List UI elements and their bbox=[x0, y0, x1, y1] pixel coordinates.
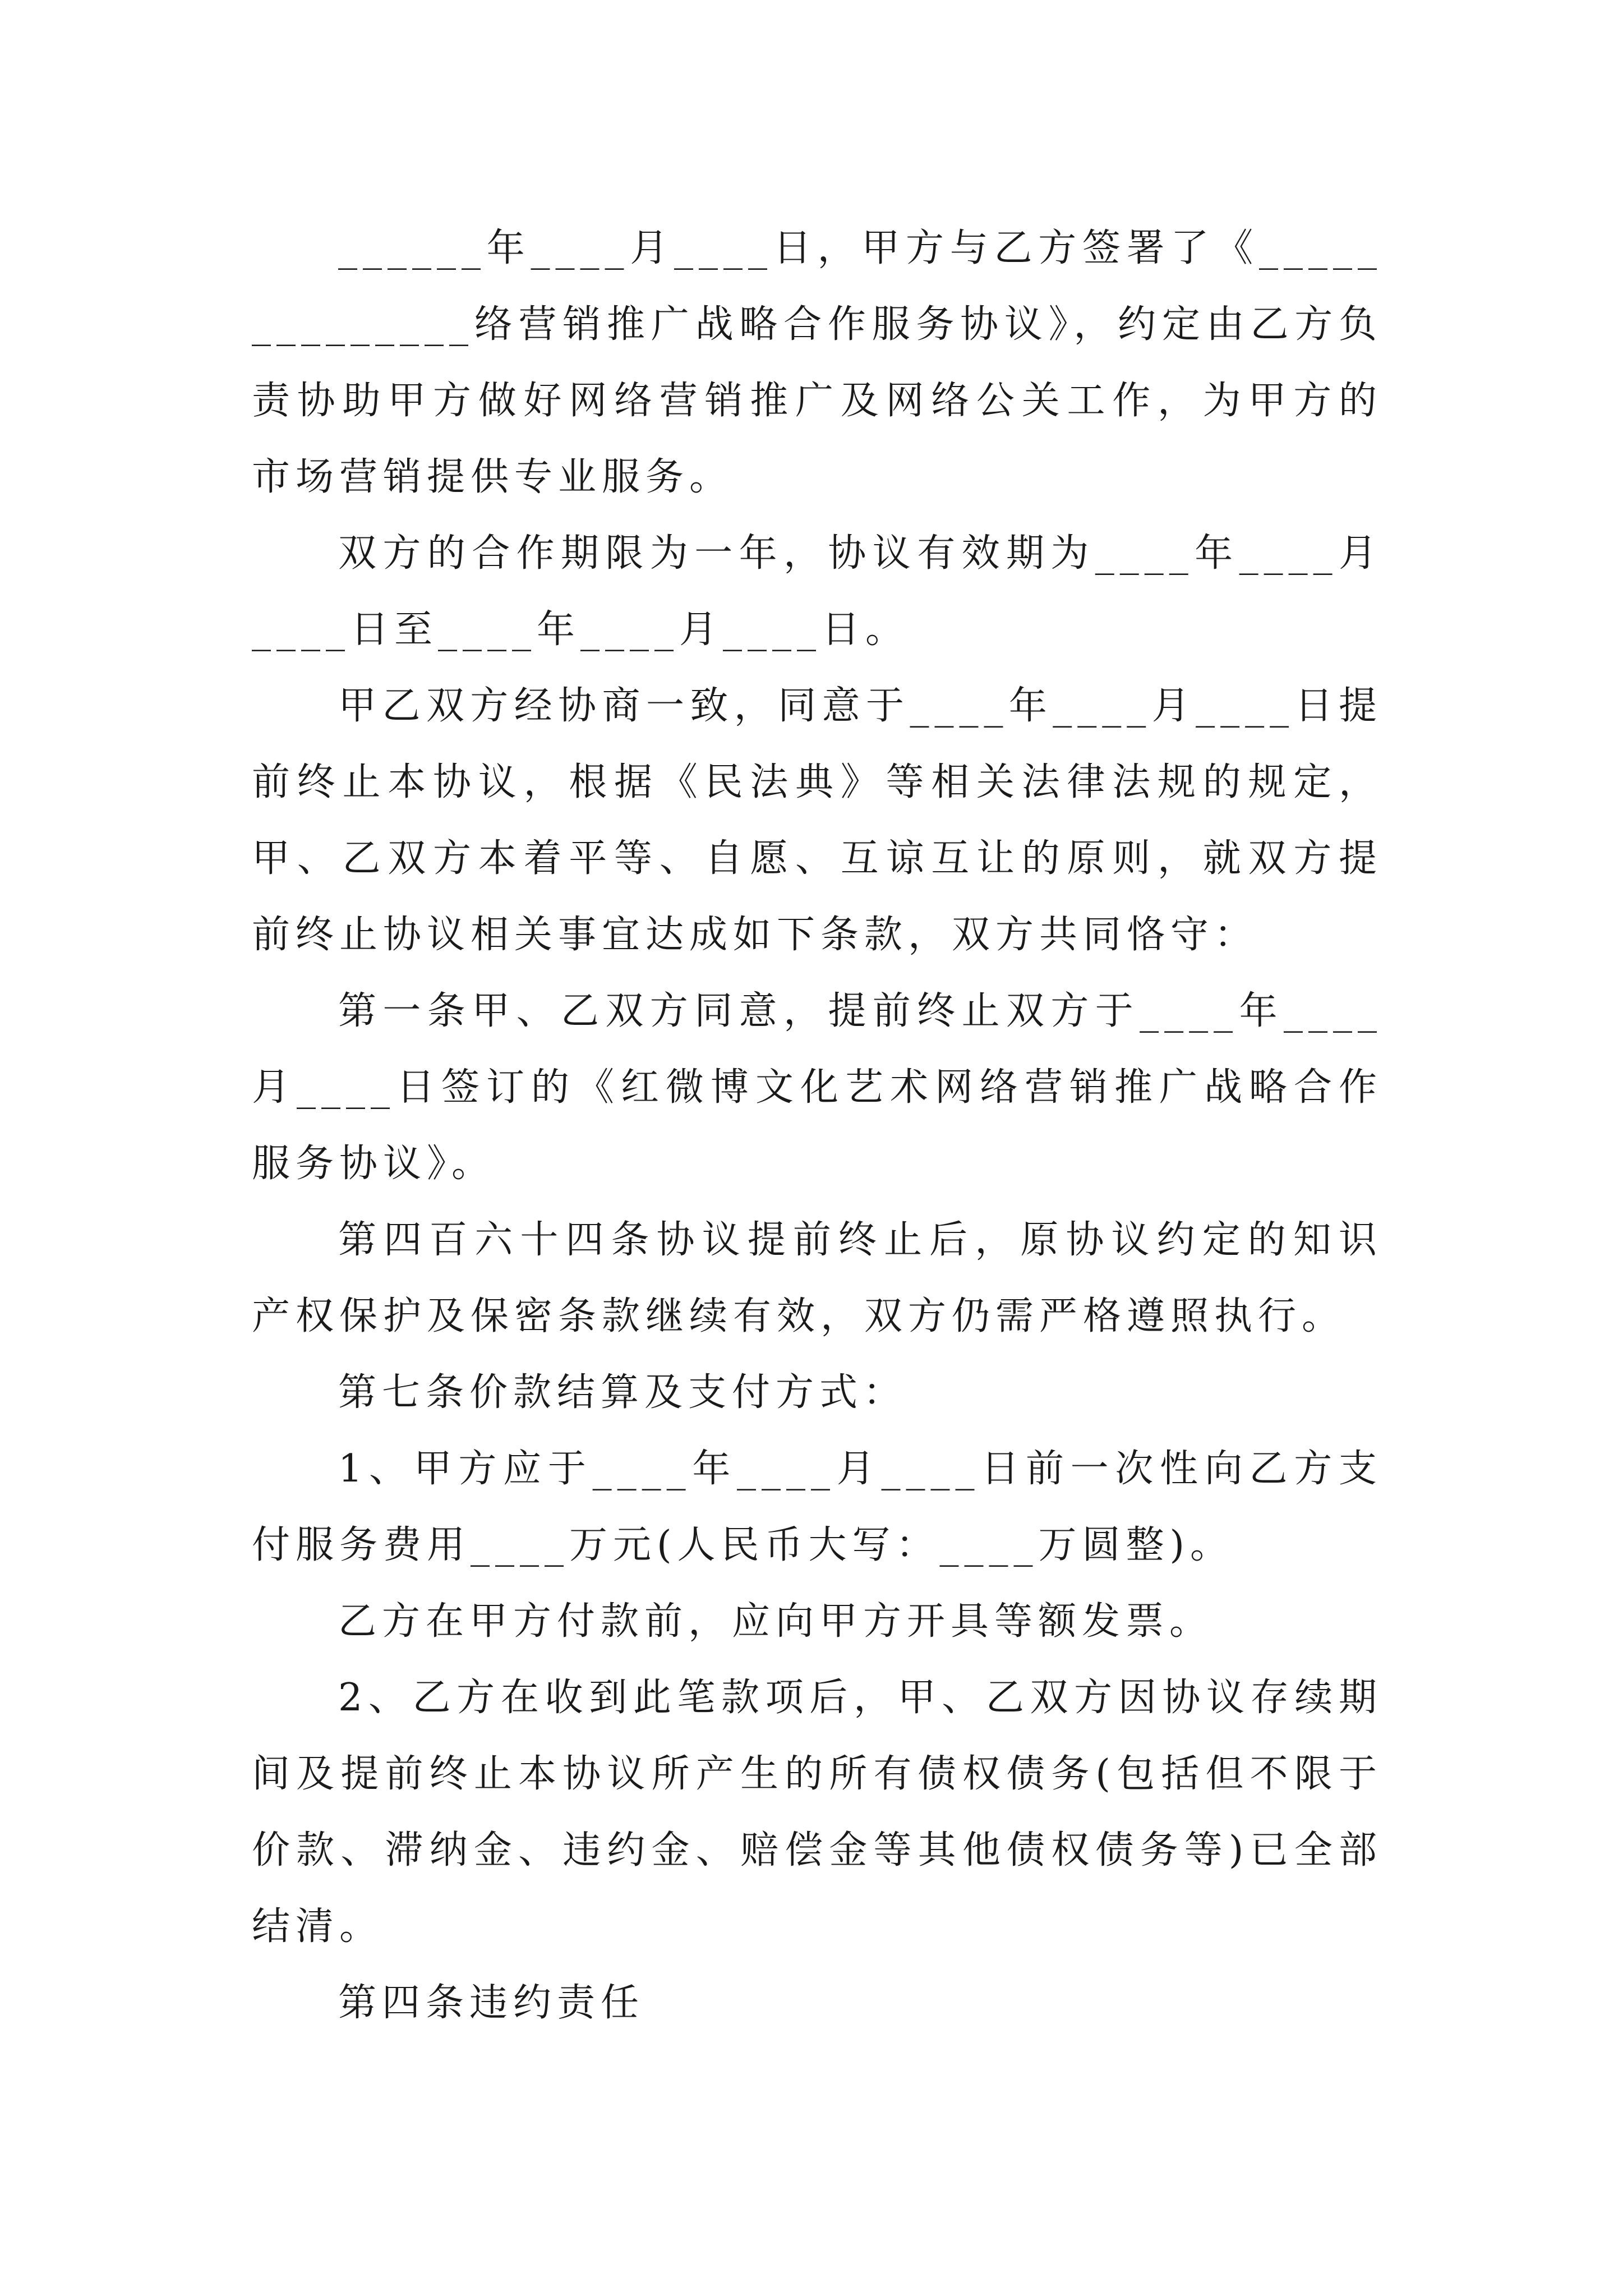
paragraph-invoice: 乙方在甲方付款前，应向甲方开具等额发票。 bbox=[338, 1599, 1214, 1644]
paragraph-early-termination: 甲乙双方经协商一致，同意于____年____月____日提前终止本协议，根据《民法典》等相关法律法规的规定，甲、乙双方本着平等、自愿、互谅互让的原则，就双方提前终止协议相关事宜达成如下条款，双方共同恪守： bbox=[252, 684, 1382, 957]
paragraph-confidentiality: 第四百六十四条协议提前终止后，原协议约定的知识产权保护及保密条款继续有效，双方仍需严格遵照执行。 bbox=[252, 1218, 1382, 1338]
paragraph-payment-item-1: 1、甲方应于____年____月____日前一次性向乙方支付服务费用____万元(人民币大写：____万圆整)。 bbox=[252, 1447, 1382, 1567]
paragraph-article-seven-heading: 第七条价款结算及支付方式： bbox=[338, 1370, 907, 1415]
paragraph-agreement-signing: ______年____月____日，甲方与乙方签署了《______________络营销推广战略合作服务协议》，约定由乙方负责协助甲方做好网络营销推广及网络公关工作，为甲方的市场营销提供专业服务。 bbox=[252, 226, 1382, 499]
paragraph-article-four-heading: 第四条违约责任 bbox=[338, 1981, 645, 2025]
paragraph-payment-item-2: 2、乙方在收到此笔款项后，甲、乙双方因协议存续期间及提前终止本协议所产生的所有债权债务(包括但不限于价款、滞纳金、违约金、赔偿金等其他债权债务等)已全部结清。 bbox=[252, 1676, 1382, 1949]
paragraph-cooperation-term: 双方的合作期限为一年，协议有效期为____年____月____日至____年____月____日。 bbox=[252, 531, 1382, 652]
paragraph-article-one: 第一条甲、乙双方同意，提前终止双方于____年____月____日签订的《红微博文化艺术网络营销推广战略合作服务协议》。 bbox=[252, 989, 1382, 1186]
document-body bbox=[252, 210, 1382, 2041]
